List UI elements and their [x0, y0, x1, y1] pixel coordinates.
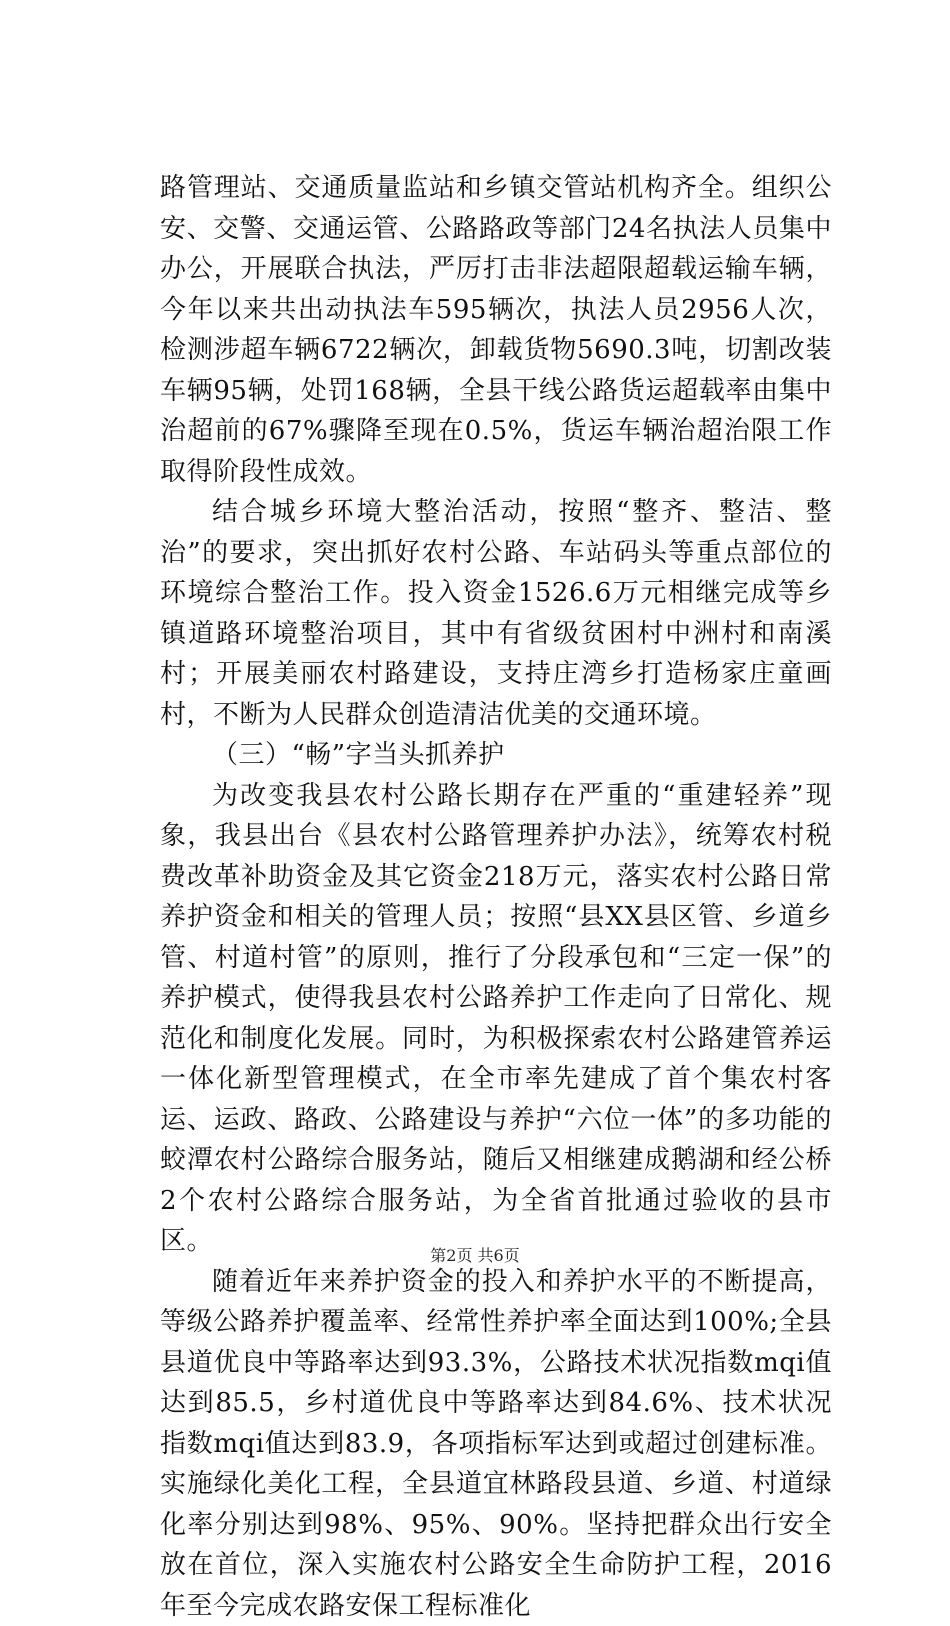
page-number-footer: 第2页 共6页 — [0, 1243, 950, 1266]
section-heading: （三）“畅”字当头抓养护 — [160, 735, 832, 776]
paragraph-environment-renovation: 结合城乡环境大整治活动，按照“整齐、整洁、整治”的要求，突出抓好农村公路、车站码头等重点部位的环境综合整治工作。投入资金1526.6万元相继完成等乡镇道路环境整治项目，其中有省级贫困村中洲村和南溪村；开展美丽农村路建设，支持庄湾乡打造杨家庄童画村，不断为人民群众创造清洁优美的交通环境。 — [160, 492, 832, 735]
paragraph-maintenance-reform: 为改变我县农村公路长期存在严重的“重建轻养”现象，我县出台《县农村公路管理养护办法》，统筹农村税费改革补助资金及其它资金218万元，落实农村公路日常养护资金和相关的管理人员；按照“县XX县区管、乡道乡管、村道村管”的原则，推行了分段承包和“三定一保”的养护模式，使得我县农村公路养护工作走向了日常化、规范化和制度化发展。同时，为积极探索农村公路建管养运一体化新型管理模式，在全市率先建成了首个集农村客运、运政、路政、公路建设与养护“六位一体”的多功能的蛟潭农村公路综合服务站，随后又相继建成鹅湖和经公桥2个农村公路综合服务站，为全省首批通过验收的县市区。 — [160, 776, 832, 1262]
document-body — [160, 168, 832, 1626]
paragraph-maintenance-results: 随着近年来养护资金的投入和养护水平的不断提高，等级公路养护覆盖率、经常性养护率全面达到100%;全县县道优良中等路率达到93.3%，公路技术状况指数mqi值达到85.5，乡村道优良中等路率达到84.6%、技术状况指数mqi值达到83.9，各项指标军达到或超过创建标准。实施绿化美化工程，全县道宜林路段县道、乡道、村道绿化率分别达到98%、95%、90%。坚持把群众出行安全放在首位，深入实施农村公路安全生命防护工程，2016年至今完成农路安保工程标准化 — [160, 1262, 832, 1626]
paragraph-continuation: 路管理站、交通质量监站和乡镇交管站机构齐全。组织公安、交警、交通运管、公路路政等部门24名执法人员集中办公，开展联合执法，严厉打击非法超限超载运输车辆，今年以来共出动执法车595辆次，执法人员2956人次，检测涉超车辆6722辆次，卸载货物5690.3吨，切割改装车辆95辆，处罚168辆，全县干线公路货运超载率由集中治超前的67%骤降至现在0.5%，货运车辆治超治限工作取得阶段性成效。 — [160, 168, 832, 492]
